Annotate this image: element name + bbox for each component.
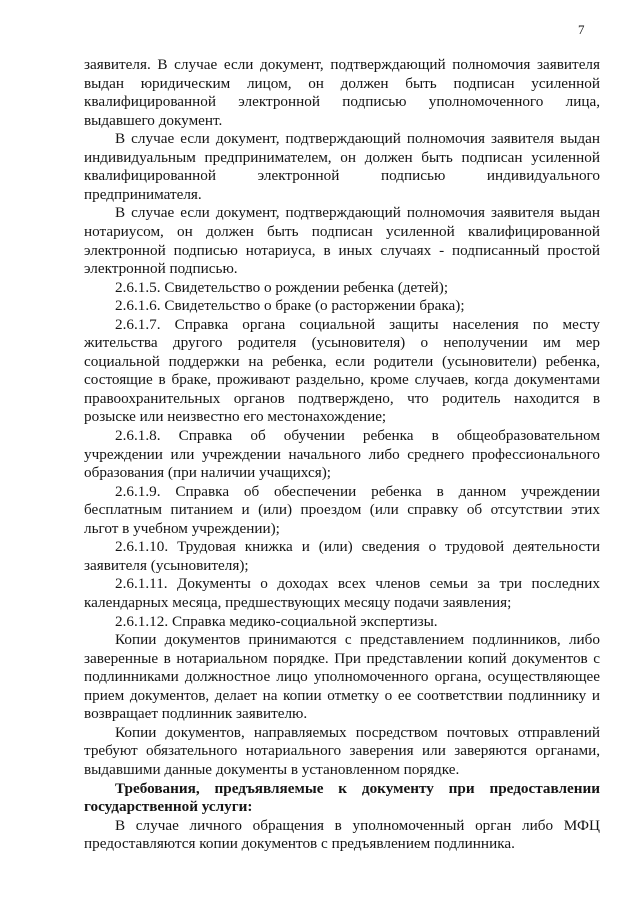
text-line: образования (при наличии учащихся); — [84, 464, 331, 482]
text-line: учреждении или учреждении начального либо среднего профессионального — [84, 445, 600, 463]
text-line: В случае личного обращения в уполномоченный орган либо МФЦ — [115, 816, 600, 834]
text-line: нотариусом, он должен быть подписан усиленной квалифицированной — [84, 223, 600, 240]
text-line: календарных месяца, предшествующих месяцу подачи заявления; — [84, 594, 512, 611]
text-line: льгот в учебном учреждении); — [84, 519, 280, 537]
text-line: Копии документов принимаются с представлением подлинников, либо — [115, 631, 600, 649]
section-heading-line: государственной услуги: — [84, 798, 253, 815]
text-line: квалифицированной электронной подписью индивидуального — [84, 167, 600, 185]
text-line: 2.6.1.11. Документы о доходах всех членов семьи за три последних — [115, 575, 600, 593]
text-line: индивидуальным предпринимателем, он должен быть подписан усиленной — [84, 148, 600, 166]
text-line: 2.6.1.12. Справка медико-социальной экспертизы. — [115, 612, 438, 630]
text-line: В случае если документ, подтверждающий полномочия заявителя выдан — [115, 130, 600, 148]
text-line: 2.6.1.9. Справка об обеспечении ребенка в данном учреждении — [115, 482, 600, 500]
text-line: состоящие в браке, проживают раздельно, кроме случаев, когда документами — [84, 371, 600, 389]
text-line: бесплатным питанием и (или) проездом (или справку об отсутствии этих — [84, 501, 600, 519]
text-line: возвращает подлинник заявителю. — [84, 705, 308, 723]
section-heading-line: Требования, предъявляемые к документу при предоставлении — [115, 779, 600, 797]
page-number: 7 — [578, 22, 585, 37]
text-line: 2.6.1.10. Трудовая книжка и (или) сведения о трудовой деятельности — [115, 538, 600, 556]
text-line: электронной подписью нотариуса, в иных случаях - подписанный простой — [84, 241, 600, 259]
text-line: электронной подписью. — [84, 260, 238, 278]
text-line: Копии документов, направляемых посредством почтовых отправлений — [115, 723, 600, 741]
text-line: заверенные в нотариальном порядке. При представлении копий документов с — [84, 649, 600, 667]
text-line: требуют обязательного нотариального заверения или заверяются органами, — [84, 742, 600, 760]
text-line: выдан юридическим лицом, он должен быть подписан усиленной — [84, 74, 600, 92]
text-line: 2.6.1.6. Свидетельство о браке (о расторжении брака); — [115, 297, 465, 315]
text-line: прием документов, делает на копии отметку о ее соответствии подлиннику и — [84, 686, 600, 704]
text-line: 2.6.1.5. Свидетельство о рождении ребенка (детей); — [115, 278, 449, 296]
text-line: В случае если документ, подтверждающий полномочия заявителя выдан — [115, 204, 600, 222]
text-line: розыске или неизвестно его местонахождение; — [84, 408, 387, 426]
text-line: заявителя (усыновителя); — [84, 556, 249, 574]
text-line: 2.6.1.8. Справка об обучении ребенка в общеобразовательном — [115, 427, 600, 444]
text-line: выдавшего документ. — [84, 111, 223, 129]
text-line: жительства другого родителя (усыновителя) о неполучении им мер — [84, 334, 600, 352]
text-line: предпринимателя. — [84, 185, 202, 203]
text-line: социальной поддержки на ребенка, если родители (усыновители) ребенка, — [84, 352, 600, 370]
text-line: подлинниками должностное лицо уполномоченного органа, осуществляющее — [84, 668, 600, 686]
text-line: правоохранительных органов подтверждено, что родитель находится в — [84, 389, 600, 407]
text-line: заявителя. В случае если документ, подтверждающий полномочия заявителя — [84, 56, 600, 73]
text-line: квалифицированной электронной подписью уполномоченного лица, — [84, 93, 600, 111]
text-line: выдавшими данные документы в установленном порядке. — [84, 760, 460, 778]
text-line: предоставляются копии документов с предъявлением подлинника. — [84, 835, 515, 853]
text-line: 2.6.1.7. Справка органа социальной защиты населения по месту — [115, 315, 600, 333]
